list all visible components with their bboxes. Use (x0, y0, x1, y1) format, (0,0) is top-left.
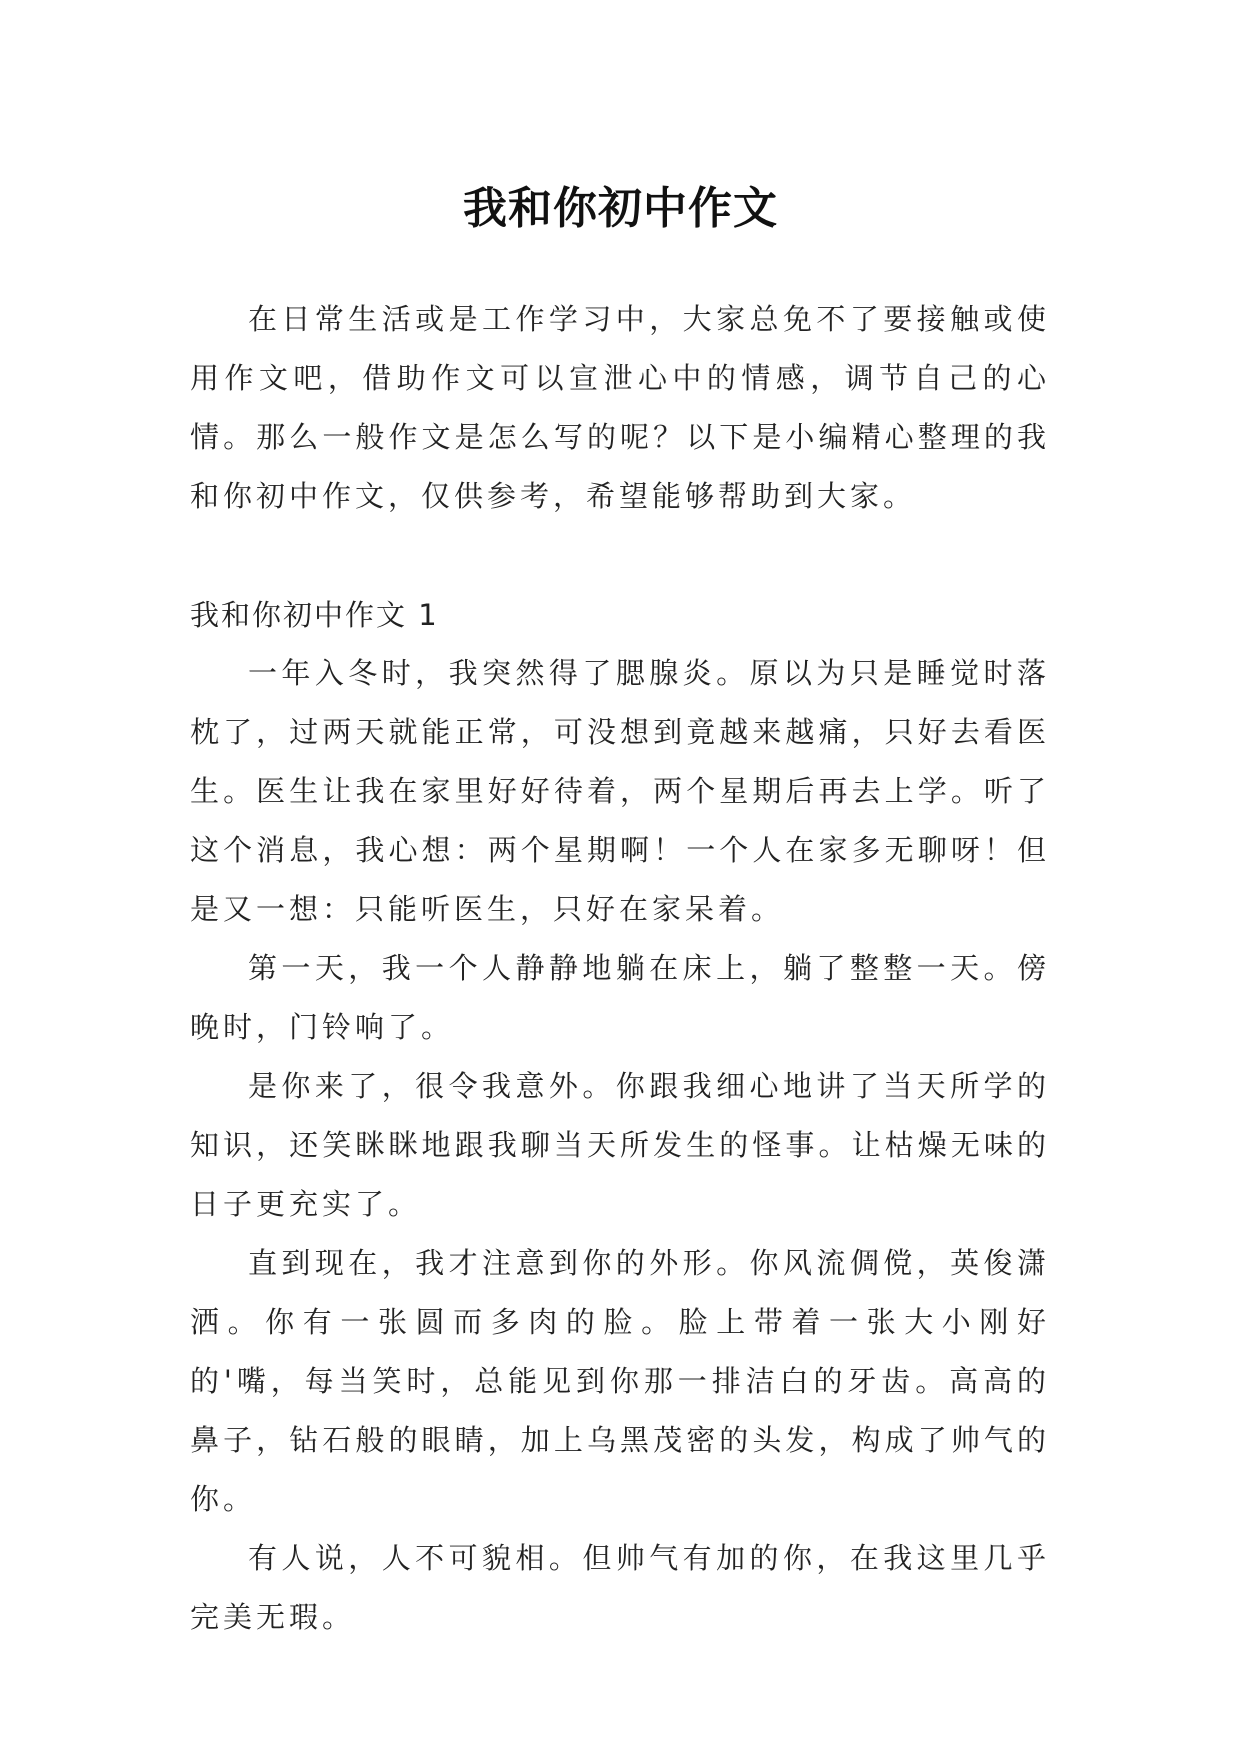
body-paragraph: 有人说，人不可貌相。但帅气有加的你，在我这里几乎完美无瑕。 (190, 1541, 1050, 1634)
body-paragraph: 直到现在，我才注意到你的外形。你风流倜傥，英俊潇洒。你有一张圆而多肉的脸。脸上带着一张大小刚好的'嘴，每当笑时，总能见到你那一排洁白的牙齿。高高的鼻子，钻石般的眼睛，加上乌黑茂密的头发，构成了帅气的你。 (190, 1246, 1050, 1516)
intro-paragraph: 在日常生活或是工作学习中，大家总免不了要接触或使用作文吧，借助作文可以宣泄心中的情感，调节自己的心情。那么一般作文是怎么写的呢？以下是小编精心整理的我和你初中作文，仅供参考，希望能够帮助到大家。 (190, 302, 1050, 513)
document-body (190, 290, 1050, 1647)
body-paragraph: 第一天，我一个人静静地躺在床上，躺了整整一天。傍晚时，门铃响了。 (190, 951, 1050, 1044)
body-paragraph: 是你来了，很令我意外。你跟我细心地讲了当天所学的知识，还笑眯眯地跟我聊当天所发生的怪事。让枯燥无味的日子更充实了。 (190, 1069, 1050, 1221)
document-title: 我和你初中作文 (463, 183, 778, 235)
section-heading: 我和你初中作文 1 (190, 598, 439, 632)
body-paragraph: 一年入冬时，我突然得了腮腺炎。原以为只是睡觉时落枕了，过两天就能正常，可没想到竟越来越痛，只好去看医生。医生让我在家里好好待着，两个星期后再去上学。听了这个消息，我心想：两个星期啊！一个人在家多无聊呀！但是又一想：只能听医生，只好在家呆着。 (190, 656, 1050, 926)
